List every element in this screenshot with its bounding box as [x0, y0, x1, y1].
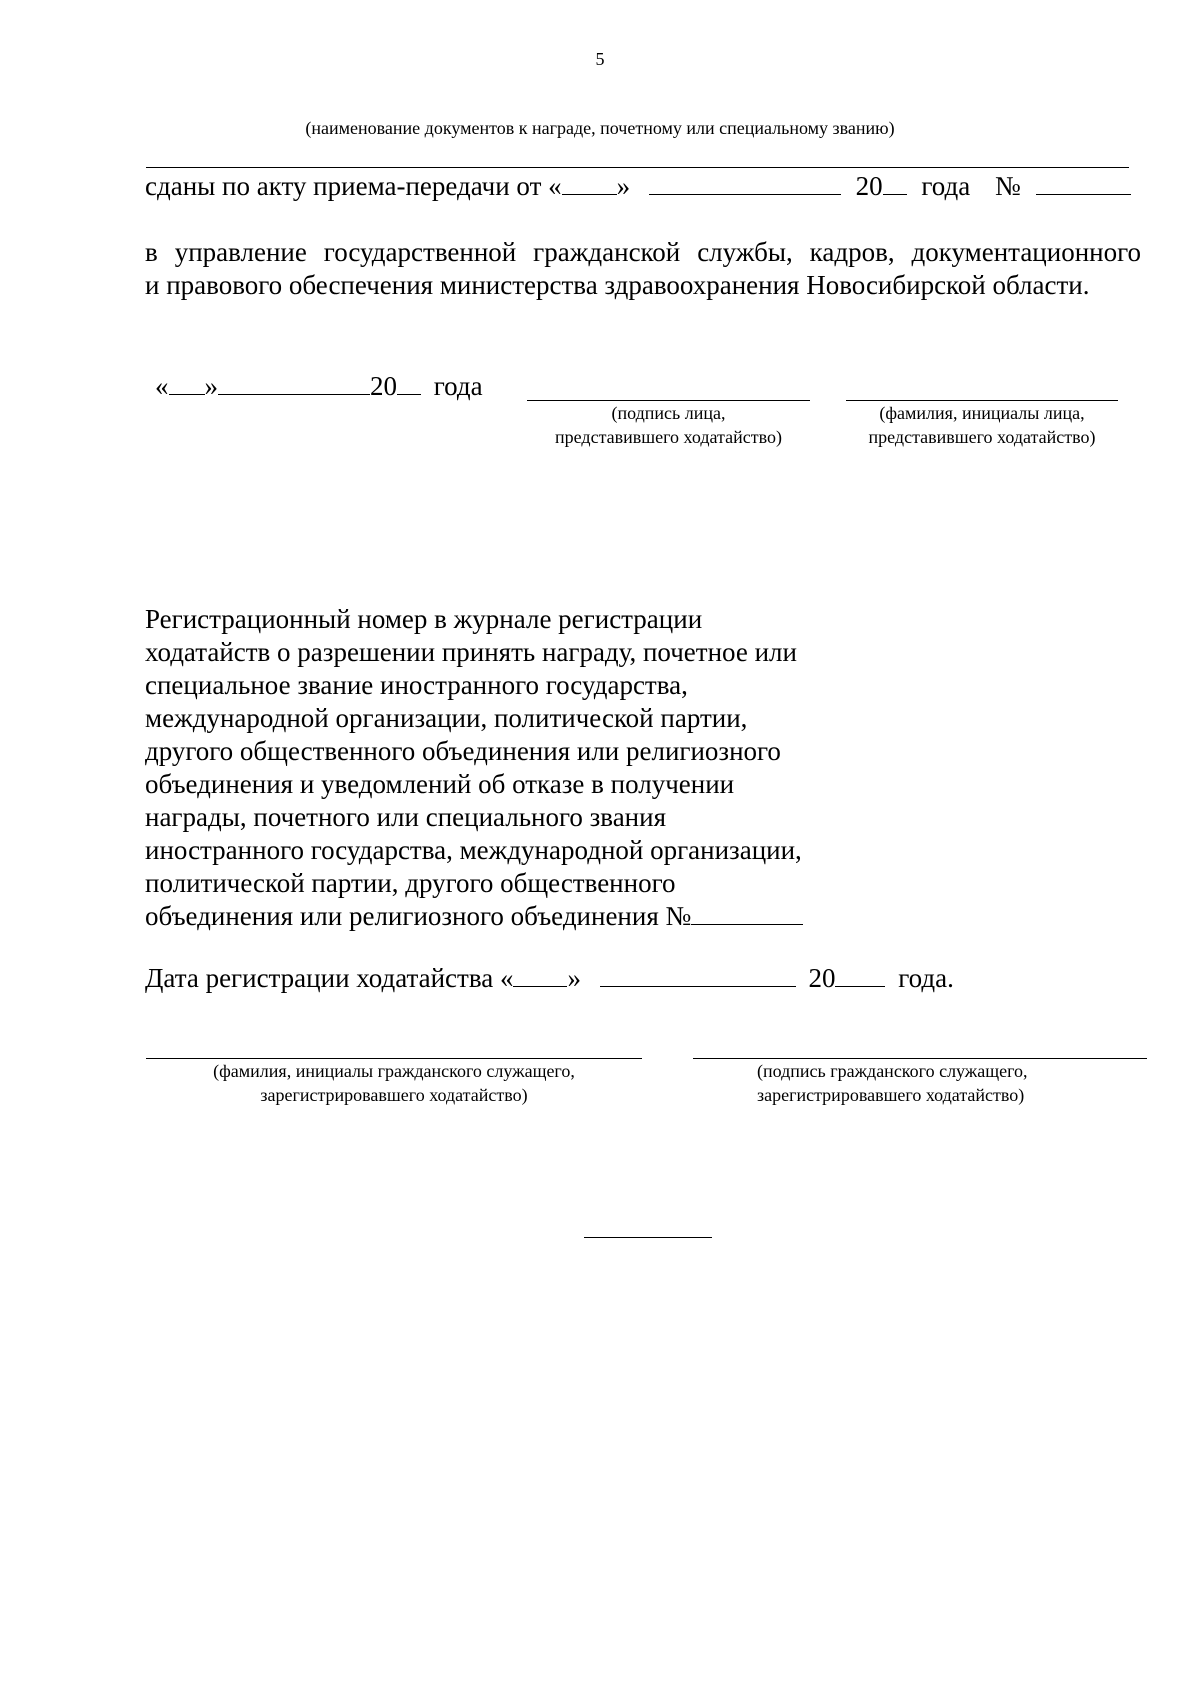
- quote-close: »: [567, 963, 581, 993]
- transfer-month-blank[interactable]: [649, 170, 841, 195]
- registrar-name-caption: (фамилия, инициалы гражданского служащего, зарегистрировавшего ходатайство): [213, 1061, 575, 1105]
- registration-line: другого общественного объединения или религиозного: [145, 736, 781, 766]
- quote-close: »: [616, 171, 631, 201]
- registration-number-paragraph: [145, 603, 803, 933]
- registration-year-prefix: 20: [808, 963, 836, 993]
- applicant-signature-caption: (подпись лица, представившего ходатайство): [555, 403, 782, 447]
- department-paragraph: [145, 236, 1141, 302]
- registration-line: иностранного государства, международной организации,: [145, 835, 802, 865]
- transfer-act-line: [145, 170, 1131, 203]
- department-line-1: в управление государственной гражданской службы, кадров, документационного: [145, 237, 1141, 267]
- registration-year-blank[interactable]: [835, 962, 885, 987]
- applicant-year-prefix: 20: [370, 371, 397, 401]
- registration-line: ходатайств о разрешении принять награду, почетное или: [145, 637, 797, 667]
- registration-line: политической партии, другого общественного: [145, 868, 676, 898]
- registration-line: специальное звание иностранного государства,: [145, 670, 688, 700]
- registration-line: объединения и уведомлений об отказе в получении: [145, 769, 735, 799]
- applicant-day-blank[interactable]: [169, 370, 205, 395]
- quote-open: «: [155, 371, 169, 401]
- transfer-day-blank[interactable]: [562, 170, 617, 195]
- department-line-2: и правового обеспечения министерства здравоохранения Новосибирской области.: [145, 270, 1090, 300]
- applicant-year-word: года: [433, 371, 483, 401]
- transfer-year-prefix: 20: [855, 171, 883, 201]
- registration-line: Регистрационный номер в журнале регистрации: [145, 604, 703, 634]
- registration-year-word: года.: [898, 963, 954, 993]
- quote-close: »: [204, 371, 218, 401]
- end-separator-line: [584, 1237, 712, 1238]
- transfer-number-sign: №: [994, 171, 1021, 201]
- page-number: 5: [595, 49, 605, 69]
- registration-line: международной организации, политической партии,: [145, 703, 748, 733]
- applicant-month-blank[interactable]: [218, 370, 370, 395]
- documents-name-fill-line: [146, 167, 1129, 168]
- applicant-date-line: [155, 370, 483, 403]
- registration-last-line: объединения или религиозного объединения №: [145, 900, 803, 933]
- documents-name-caption: (наименование документов к награде, почетному или специальному званию): [305, 118, 895, 138]
- registration-date-text: Дата регистрации ходатайства «: [145, 963, 514, 993]
- registration-date-line: [145, 962, 954, 995]
- registration-day-blank[interactable]: [513, 962, 567, 987]
- applicant-year-blank[interactable]: [397, 370, 421, 395]
- transfer-year-blank[interactable]: [883, 170, 907, 195]
- transfer-year-word: года: [921, 171, 971, 201]
- registration-month-blank[interactable]: [600, 962, 796, 987]
- applicant-name-caption: (фамилия, инициалы лица, представившего ходатайство): [868, 403, 1096, 447]
- transfer-act-text: сданы по акту приема-передачи от «: [145, 171, 562, 201]
- transfer-number-blank[interactable]: [1036, 170, 1131, 195]
- registration-line: награды, почетного или специального звания: [145, 802, 666, 832]
- registration-number-blank[interactable]: [691, 900, 803, 925]
- registrar-signature-caption: (подпись гражданского служащего, зарегистрировавшего ходатайство): [757, 1061, 1028, 1105]
